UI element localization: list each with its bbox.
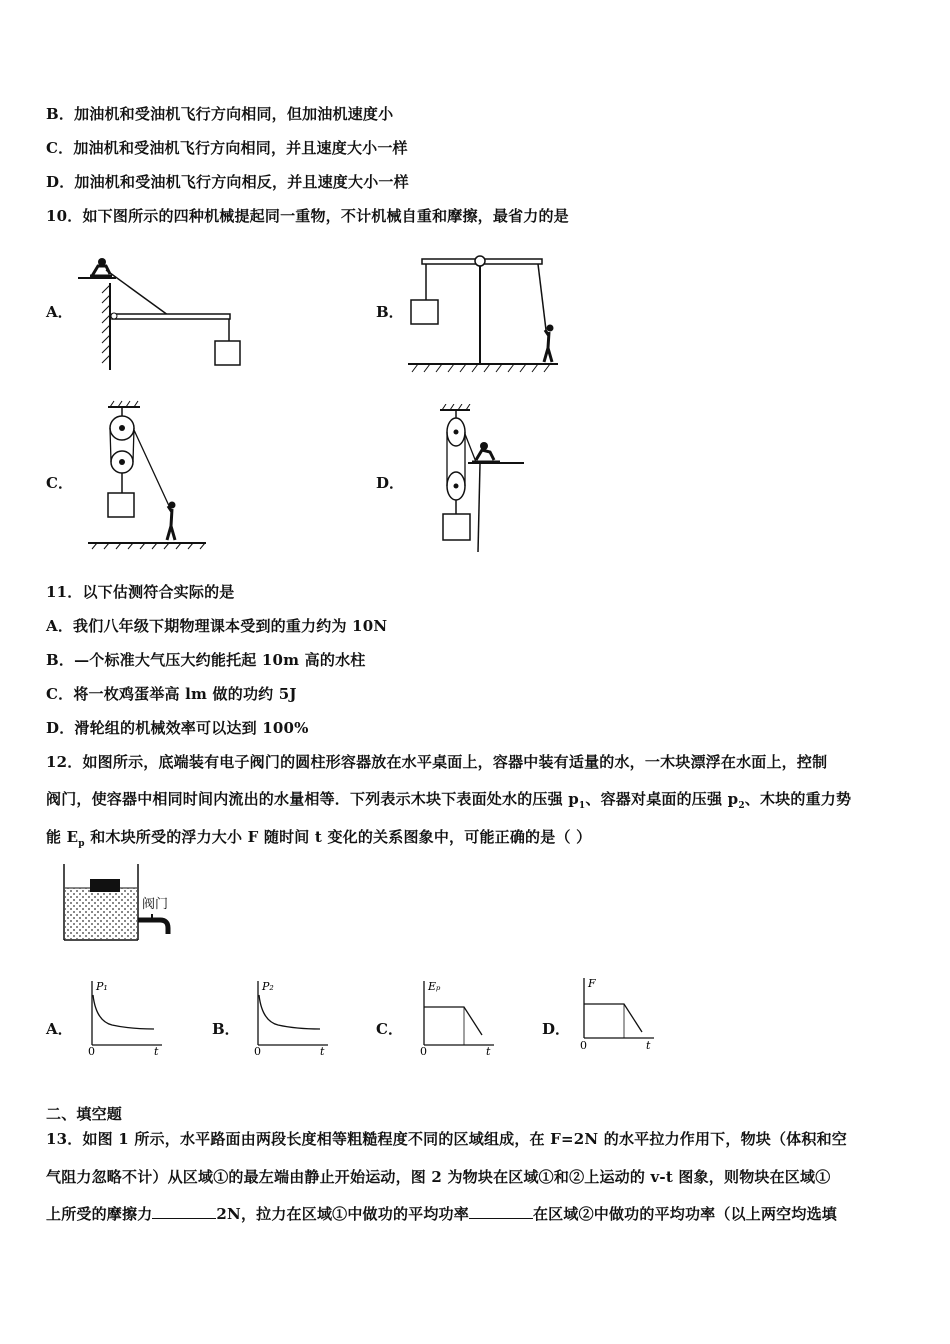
q12-graph-d-curve <box>584 1004 642 1032</box>
q12-graph-c <box>414 975 504 1057</box>
q12-line-2: 阀门，使容器中相同时间内流出的水量相等．下列表示木块下表面处水的压强 $p_1$、容器对桌面的压强 $p_2$、木块的重力势 <box>46 790 852 811</box>
q13-line-1: 13．如图 1 所示，水平路面由两段长度相等粗糙程度不同的区域组成，在 F=2N 的水平拉力作用下，物块（体积和空 <box>46 1130 847 1148</box>
q10-label-a: A． <box>46 303 73 321</box>
q12-graph-a-origin: 0 <box>88 1045 95 1057</box>
q13-line-3: 上所受的摩擦力 2N，拉力在区域①中做功的平均功率 在区域②中做功的平均功率（以上两空均选填 <box>46 1205 837 1223</box>
q12-label-b: B． <box>212 1020 240 1038</box>
q13-line-2: 气阻力忽略不计）从区域①的最左端由静止开始运动，图 2 为物块在区域①和②上运动的 v-t 图象，则物块在区域① <box>46 1168 831 1186</box>
q12-graph-c-ylabel: Eₚ <box>428 980 441 993</box>
q12-graph-c-xlabel: t <box>486 1045 491 1057</box>
q12-graph-a-curve <box>93 995 154 1029</box>
q13-blank-1[interactable] <box>152 1204 216 1219</box>
q11-stem: 11．以下估测符合实际的是 <box>46 583 235 601</box>
q9-option-b: B．加油机和受油机飞行方向相同，但加油机速度小 <box>46 105 394 123</box>
q12-graph-b-ylabel: P₂ <box>262 980 274 993</box>
q12-graph-a-ylabel: P₁ <box>96 980 108 993</box>
q12-graph-b-xlabel: t <box>320 1045 325 1057</box>
q10-stem: 10．如下图所示的四种机械提起同一重物，不计机械自重和摩擦，最省力的是 <box>46 207 569 225</box>
q12-graph-c-origin: 0 <box>420 1045 427 1057</box>
q12-graph-b-origin: 0 <box>254 1045 261 1057</box>
section-title-fill-in: 二、填空题 <box>46 1105 123 1123</box>
q12-graph-c-curve <box>424 1007 482 1035</box>
q12-graph-d-xlabel: t <box>646 1039 651 1052</box>
q10-label-c: C． <box>46 474 73 492</box>
q11-option-d: D．滑轮组的机械效率可以达到 100% <box>46 719 309 737</box>
q12-graph-a-xlabel: t <box>154 1045 159 1057</box>
q12-graph-a <box>82 975 172 1057</box>
q10-figure-b <box>402 242 562 374</box>
q12-graph-d <box>574 972 664 1054</box>
q13-blank-2[interactable] <box>469 1204 533 1219</box>
q12-graph-d-ylabel: F <box>588 977 596 990</box>
q12-line-3: 能 $E_p$ 和木块所受的浮力大小 F 随时间 t 变化的关系图象中，可能正确的是（ ） <box>46 828 592 849</box>
q10-figure-a <box>72 248 252 373</box>
q9-option-d: D．加油机和受油机飞行方向相反，并且速度大小一样 <box>46 173 409 191</box>
q12-line-1: 12．如图所示，底端装有电子阀门的圆柱形容器放在水平桌面上，容器中装有适量的水，一木块漂浮在水面上，控制 <box>46 753 828 771</box>
q11-option-a: A．我们八年级下期物理课本受到的重力约为 10N <box>46 617 388 635</box>
q12-container-figure <box>60 862 190 944</box>
q12-label-a: A． <box>46 1020 73 1038</box>
q10-label-b: B． <box>376 303 404 321</box>
q12-graph-b-curve <box>259 995 320 1029</box>
q10-figure-c <box>84 400 214 550</box>
q12-label-c: C． <box>376 1020 403 1038</box>
q11-option-b: B．—个标准大气压大约能托起 10m 高的水柱 <box>46 651 366 669</box>
q12-graph-d-origin: 0 <box>580 1039 587 1052</box>
q10-label-d: D． <box>376 474 405 492</box>
q12-label-d: D． <box>542 1020 571 1038</box>
q12-graph-b <box>248 975 338 1057</box>
q10-figure-d <box>428 404 528 552</box>
q12-valve-label: 阀门 <box>142 897 169 912</box>
q9-option-c: C．加油机和受油机飞行方向相同，并且速度大小一样 <box>46 139 408 157</box>
q11-option-c: C．将一枚鸡蛋举高 lm 做的功约 5J <box>46 685 297 703</box>
